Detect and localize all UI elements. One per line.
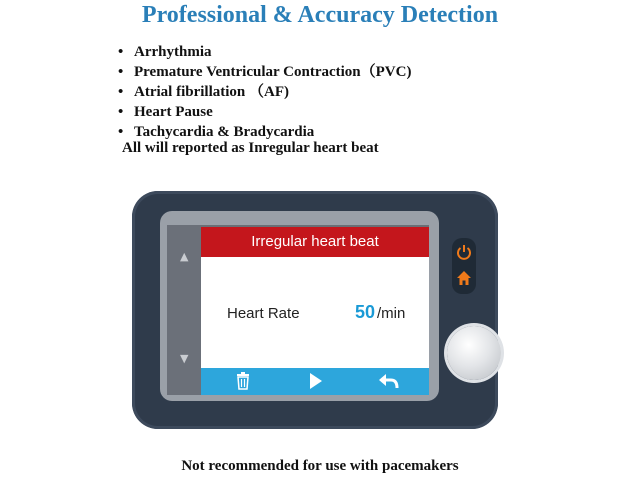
bullet-text: Arrhythmia bbox=[134, 44, 212, 60]
heart-rate-unit: /min bbox=[377, 305, 406, 322]
list-item: • Heart Pause bbox=[118, 104, 213, 120]
heart-rate-label: Heart Rate bbox=[227, 305, 300, 322]
power-icon[interactable] bbox=[456, 244, 472, 265]
list-item: • Tachycardia & Bradycardia bbox=[118, 124, 315, 140]
play-icon[interactable] bbox=[309, 372, 323, 395]
heart-rate-value: 50 bbox=[355, 302, 376, 322]
scroll-up-arrow[interactable]: ▲ bbox=[180, 250, 189, 263]
page-title: Professional & Accuracy Detection bbox=[141, 2, 499, 28]
bullet-text: Atrial fibrillation （AF) bbox=[134, 84, 289, 100]
back-arrow-icon[interactable] bbox=[377, 372, 399, 395]
bullet-text: Premature Ventricular Contraction（PVC) bbox=[134, 64, 412, 80]
screen-header: Irregular heart beat bbox=[201, 227, 429, 257]
bullet-text: Tachycardia & Bradycardia bbox=[134, 124, 315, 140]
warning-note: Not recommended for use with pacemakers bbox=[181, 458, 459, 474]
list-item: • Atrial fibrillation （AF) bbox=[118, 84, 289, 100]
list-item: • Arrhythmia bbox=[118, 44, 212, 60]
scroll-down-arrow[interactable]: ▼ bbox=[180, 352, 189, 365]
list-item: • Premature Ventricular Contraction（PVC) bbox=[118, 64, 412, 80]
measure-button[interactable] bbox=[447, 326, 501, 380]
home-icon[interactable] bbox=[456, 270, 472, 291]
trash-icon[interactable] bbox=[235, 372, 251, 395]
summary-text: All will reported as Inregular heart beat bbox=[122, 140, 379, 156]
feature-list bbox=[118, 42, 411, 142]
bullet-text: Heart Pause bbox=[134, 104, 213, 120]
